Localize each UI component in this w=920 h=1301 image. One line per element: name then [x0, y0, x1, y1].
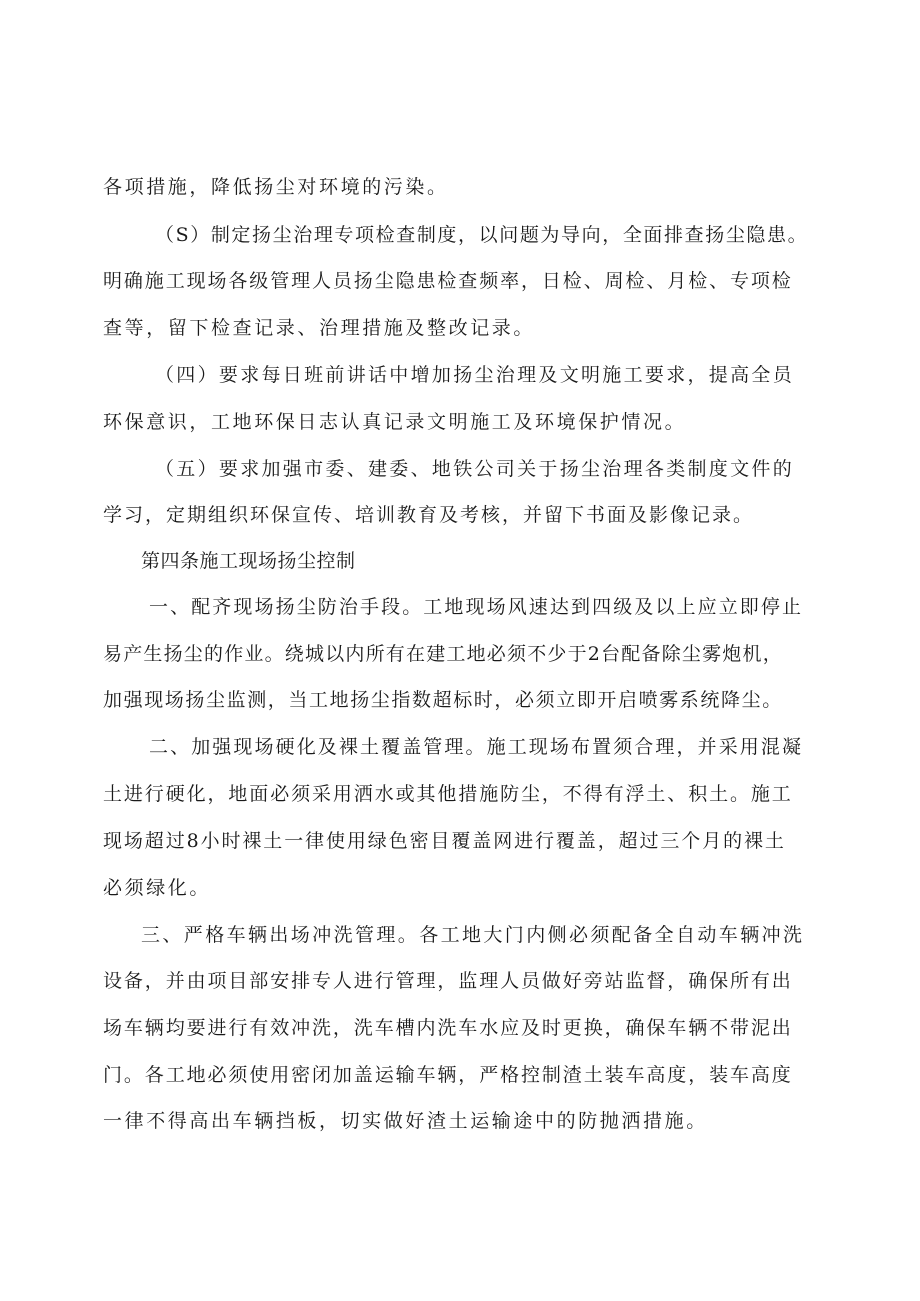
text-line-21: 一律不得高出车辆挡板，切实做好渣土运输途中的防抛洒措施。	[103, 1110, 708, 1132]
text-line-10: 一、配齐现场扬尘防治手段。工地现场风速达到四级及以上应立即停止	[149, 596, 804, 618]
section-heading: 第四条施工现场扬尘控制	[141, 550, 356, 572]
text-line-13: 二、加强现场硬化及裸土覆盖管理。施工现场布置须合理，并采用混凝	[149, 736, 804, 758]
text-line-17: 三、严格车辆出场冲洗管理。各工地大门内侧必须配备全自动车辆冲洗	[141, 924, 805, 946]
text-line-11: 易产生扬尘的作业。绕城以内所有在建工地必须不少于2台配备除尘雾炮机，	[103, 643, 783, 665]
text-line-16: 必须绿化。	[103, 877, 212, 899]
text-line-20: 门。各工地必须使用密闭加盖运输车辆，严格控制渣土装车高度，装车高度	[103, 1064, 793, 1086]
text-line-8: 学习，定期组织环保宣传、培训教育及考核，并留下书面及影像记录。	[103, 504, 755, 526]
text-line-14: 土进行硬化，地面必须采用洒水或其他措施防尘，不得有浮土、积土。施工	[103, 783, 793, 805]
text-line-2: （S）制定扬尘治理专项检查制度，以问题为导向，全面排查扬尘隐患。	[155, 224, 809, 246]
text-line-12: 加强现场扬尘监测，当工地扬尘指数超标时，必须立即开启喷雾系统降尘。	[103, 689, 783, 711]
text-line-5: （四）要求每日班前讲话中增加扬尘治理及文明施工要求，提高全员	[155, 364, 795, 386]
text-line-3: 明确施工现场各级管理人员扬尘隐患检查频率，日检、周检、月检、专项检	[103, 270, 793, 292]
text-line-15: 现场超过8小时裸土一律使用绿色密目覆盖网进行覆盖，超过三个月的裸土	[103, 830, 786, 852]
text-line-18: 设备，并由项目部安排专人进行管理，监理人员做好旁站监督，确保所有出	[103, 970, 793, 992]
text-line-1: 各项措施，降低扬尘对环境的污染。	[103, 176, 449, 198]
text-line-7: （五）要求加强市委、建委、地铁公司关于扬尘治理各类制度文件的	[155, 458, 795, 480]
text-line-6: 环保意识，工地环保日志认真记录文明施工及环境保护情况。	[103, 411, 687, 433]
text-line-4: 查等，留下检查记录、治理措施及整改记录。	[103, 317, 536, 339]
text-line-19: 场车辆均要进行有效冲洗，洗车槽内洗车水应及时更换，确保车辆不带泥出	[103, 1017, 793, 1039]
